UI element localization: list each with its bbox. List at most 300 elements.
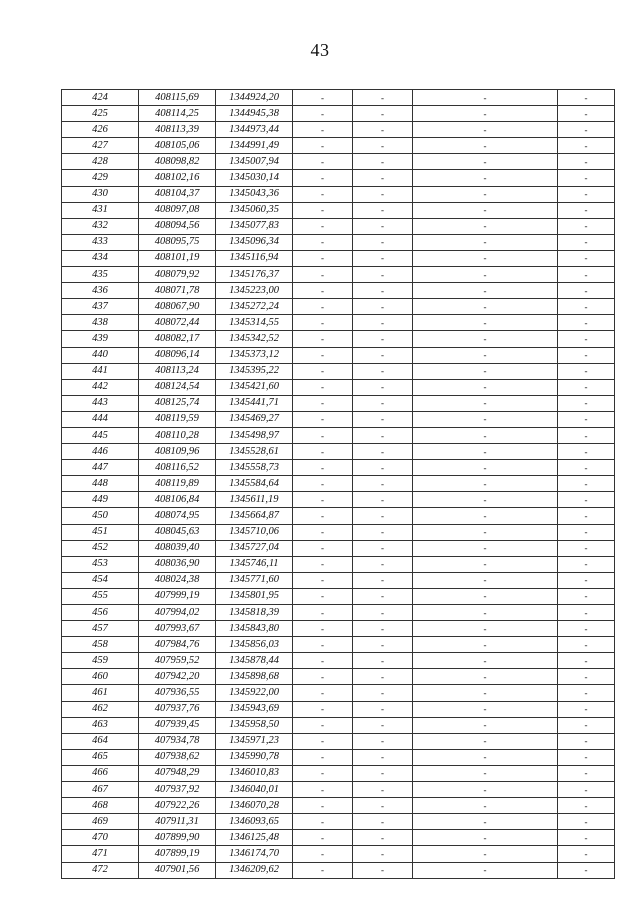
point-number-cell: 448 — [62, 476, 139, 492]
col6-cell: - — [413, 765, 558, 781]
col6-cell: - — [413, 379, 558, 395]
col6-cell: - — [413, 492, 558, 508]
table-row — [62, 170, 615, 186]
point-number-cell: 462 — [62, 701, 139, 717]
col4-cell: - — [293, 830, 353, 846]
point-number-cell: 456 — [62, 605, 139, 621]
x-coordinate-cell: 407899,90 — [139, 830, 216, 846]
x-coordinate-cell: 408105,06 — [139, 138, 216, 154]
col6-cell: - — [413, 476, 558, 492]
col4-cell: - — [293, 572, 353, 588]
table-row — [62, 154, 615, 170]
col4-cell: - — [293, 476, 353, 492]
col7-cell: - — [558, 186, 615, 202]
col6-cell: - — [413, 186, 558, 202]
point-number-cell: 467 — [62, 782, 139, 798]
col5-cell: - — [353, 621, 413, 637]
point-number-cell: 426 — [62, 122, 139, 138]
point-number-cell: 460 — [62, 669, 139, 685]
col4-cell: - — [293, 154, 353, 170]
point-number-cell: 430 — [62, 186, 139, 202]
point-number-cell: 447 — [62, 460, 139, 476]
point-number-cell: 455 — [62, 588, 139, 604]
x-coordinate-cell: 407911,31 — [139, 814, 216, 830]
col7-cell: - — [558, 299, 615, 315]
col7-cell: - — [558, 621, 615, 637]
y-coordinate-cell: 1345469,27 — [216, 411, 293, 427]
x-coordinate-cell: 407942,20 — [139, 669, 216, 685]
table-row — [62, 749, 615, 765]
col7-cell: - — [558, 701, 615, 717]
col5-cell: - — [353, 250, 413, 266]
col7-cell: - — [558, 846, 615, 862]
col5-cell: - — [353, 267, 413, 283]
col4-cell: - — [293, 814, 353, 830]
col5-cell: - — [353, 347, 413, 363]
table-row — [62, 508, 615, 524]
col7-cell: - — [558, 830, 615, 846]
x-coordinate-cell: 408071,78 — [139, 283, 216, 299]
table-row — [62, 524, 615, 540]
col7-cell: - — [558, 411, 615, 427]
x-coordinate-cell: 408119,89 — [139, 476, 216, 492]
col7-cell: - — [558, 605, 615, 621]
x-coordinate-cell: 407937,92 — [139, 782, 216, 798]
col4-cell: - — [293, 782, 353, 798]
y-coordinate-cell: 1344924,20 — [216, 90, 293, 106]
x-coordinate-cell: 407938,62 — [139, 749, 216, 765]
x-coordinate-cell: 408113,39 — [139, 122, 216, 138]
col7-cell: - — [558, 122, 615, 138]
col7-cell: - — [558, 138, 615, 154]
col5-cell: - — [353, 170, 413, 186]
col7-cell: - — [558, 653, 615, 669]
col4-cell: - — [293, 186, 353, 202]
y-coordinate-cell: 1345441,71 — [216, 395, 293, 411]
col6-cell: - — [413, 267, 558, 283]
y-coordinate-cell: 1345856,03 — [216, 637, 293, 653]
col6-cell: - — [413, 122, 558, 138]
col4-cell: - — [293, 669, 353, 685]
col6-cell: - — [413, 556, 558, 572]
table-row — [62, 460, 615, 476]
col4-cell: - — [293, 122, 353, 138]
col4-cell: - — [293, 170, 353, 186]
x-coordinate-cell: 408114,25 — [139, 106, 216, 122]
table-row — [62, 862, 615, 878]
col6-cell: - — [413, 605, 558, 621]
col5-cell: - — [353, 765, 413, 781]
col6-cell: - — [413, 588, 558, 604]
table-row — [62, 331, 615, 347]
col5-cell: - — [353, 218, 413, 234]
table-row — [62, 572, 615, 588]
col6-cell: - — [413, 814, 558, 830]
point-number-cell: 433 — [62, 234, 139, 250]
x-coordinate-cell: 408094,56 — [139, 218, 216, 234]
col4-cell: - — [293, 460, 353, 476]
col6-cell: - — [413, 315, 558, 331]
col6-cell: - — [413, 460, 558, 476]
col6-cell: - — [413, 653, 558, 669]
col6-cell: - — [413, 90, 558, 106]
col5-cell: - — [353, 701, 413, 717]
table-row — [62, 701, 615, 717]
point-number-cell: 446 — [62, 444, 139, 460]
col5-cell: - — [353, 508, 413, 524]
col5-cell: - — [353, 154, 413, 170]
table-row — [62, 830, 615, 846]
col6-cell: - — [413, 347, 558, 363]
coordinates-table-body — [62, 90, 615, 879]
point-number-cell: 453 — [62, 556, 139, 572]
y-coordinate-cell: 1346093,65 — [216, 814, 293, 830]
x-coordinate-cell: 408115,69 — [139, 90, 216, 106]
col4-cell: - — [293, 315, 353, 331]
col5-cell: - — [353, 669, 413, 685]
col4-cell: - — [293, 540, 353, 556]
col5-cell: - — [353, 234, 413, 250]
col5-cell: - — [353, 637, 413, 653]
col7-cell: - — [558, 588, 615, 604]
table-row — [62, 395, 615, 411]
col5-cell: - — [353, 524, 413, 540]
table-row — [62, 267, 615, 283]
point-number-cell: 424 — [62, 90, 139, 106]
y-coordinate-cell: 1346125,48 — [216, 830, 293, 846]
col5-cell: - — [353, 814, 413, 830]
col5-cell: - — [353, 798, 413, 814]
col4-cell: - — [293, 637, 353, 653]
col7-cell: - — [558, 363, 615, 379]
x-coordinate-cell: 408045,63 — [139, 524, 216, 540]
table-row — [62, 556, 615, 572]
col4-cell: - — [293, 218, 353, 234]
col7-cell: - — [558, 154, 615, 170]
table-row — [62, 347, 615, 363]
table-row — [62, 733, 615, 749]
x-coordinate-cell: 408082,17 — [139, 331, 216, 347]
y-coordinate-cell: 1345030,14 — [216, 170, 293, 186]
table-row — [62, 444, 615, 460]
col4-cell: - — [293, 733, 353, 749]
x-coordinate-cell: 408113,24 — [139, 363, 216, 379]
point-number-cell: 434 — [62, 250, 139, 266]
col4-cell: - — [293, 717, 353, 733]
y-coordinate-cell: 1345373,12 — [216, 347, 293, 363]
table-row — [62, 492, 615, 508]
col7-cell: - — [558, 170, 615, 186]
col5-cell: - — [353, 106, 413, 122]
col7-cell: - — [558, 508, 615, 524]
y-coordinate-cell: 1344945,38 — [216, 106, 293, 122]
x-coordinate-cell: 407993,67 — [139, 621, 216, 637]
point-number-cell: 428 — [62, 154, 139, 170]
x-coordinate-cell: 407901,56 — [139, 862, 216, 878]
y-coordinate-cell: 1346070,28 — [216, 798, 293, 814]
x-coordinate-cell: 408039,40 — [139, 540, 216, 556]
col7-cell: - — [558, 315, 615, 331]
point-number-cell: 472 — [62, 862, 139, 878]
col7-cell: - — [558, 749, 615, 765]
col7-cell: - — [558, 379, 615, 395]
table-row — [62, 234, 615, 250]
table-row — [62, 540, 615, 556]
col6-cell: - — [413, 798, 558, 814]
table-row — [62, 782, 615, 798]
col5-cell: - — [353, 572, 413, 588]
x-coordinate-cell: 407899,19 — [139, 846, 216, 862]
col5-cell: - — [353, 395, 413, 411]
y-coordinate-cell: 1345077,83 — [216, 218, 293, 234]
table-row — [62, 605, 615, 621]
col7-cell: - — [558, 733, 615, 749]
y-coordinate-cell: 1345664,87 — [216, 508, 293, 524]
col5-cell: - — [353, 492, 413, 508]
col6-cell: - — [413, 669, 558, 685]
col4-cell: - — [293, 138, 353, 154]
col5-cell: - — [353, 283, 413, 299]
col4-cell: - — [293, 347, 353, 363]
point-number-cell: 463 — [62, 717, 139, 733]
col5-cell: - — [353, 411, 413, 427]
col6-cell: - — [413, 508, 558, 524]
col4-cell: - — [293, 299, 353, 315]
y-coordinate-cell: 1345898,68 — [216, 669, 293, 685]
y-coordinate-cell: 1345922,00 — [216, 685, 293, 701]
col6-cell: - — [413, 830, 558, 846]
point-number-cell: 470 — [62, 830, 139, 846]
y-coordinate-cell: 1345878,44 — [216, 653, 293, 669]
table-row — [62, 315, 615, 331]
col7-cell: - — [558, 283, 615, 299]
col7-cell: - — [558, 218, 615, 234]
table-row — [62, 186, 615, 202]
point-number-cell: 450 — [62, 508, 139, 524]
col4-cell: - — [293, 395, 353, 411]
col4-cell: - — [293, 621, 353, 637]
col4-cell: - — [293, 701, 353, 717]
x-coordinate-cell: 408074,95 — [139, 508, 216, 524]
col5-cell: - — [353, 733, 413, 749]
col6-cell: - — [413, 234, 558, 250]
col5-cell: - — [353, 717, 413, 733]
y-coordinate-cell: 1345223,00 — [216, 283, 293, 299]
y-coordinate-cell: 1345584,64 — [216, 476, 293, 492]
col7-cell: - — [558, 524, 615, 540]
col7-cell: - — [558, 765, 615, 781]
point-number-cell: 443 — [62, 395, 139, 411]
col6-cell: - — [413, 540, 558, 556]
col7-cell: - — [558, 814, 615, 830]
y-coordinate-cell: 1346010,83 — [216, 765, 293, 781]
col5-cell: - — [353, 315, 413, 331]
table-row — [62, 90, 615, 106]
x-coordinate-cell: 408072,44 — [139, 315, 216, 331]
x-coordinate-cell: 407984,76 — [139, 637, 216, 653]
col7-cell: - — [558, 540, 615, 556]
col4-cell: - — [293, 846, 353, 862]
col4-cell: - — [293, 106, 353, 122]
y-coordinate-cell: 1345314,55 — [216, 315, 293, 331]
y-coordinate-cell: 1345727,04 — [216, 540, 293, 556]
col5-cell: - — [353, 782, 413, 798]
col7-cell: - — [558, 427, 615, 443]
col4-cell: - — [293, 605, 353, 621]
point-number-cell: 438 — [62, 315, 139, 331]
col7-cell: - — [558, 717, 615, 733]
col4-cell: - — [293, 653, 353, 669]
col6-cell: - — [413, 154, 558, 170]
col6-cell: - — [413, 106, 558, 122]
col6-cell: - — [413, 862, 558, 878]
col6-cell: - — [413, 717, 558, 733]
point-number-cell: 444 — [62, 411, 139, 427]
x-coordinate-cell: 408101,19 — [139, 250, 216, 266]
x-coordinate-cell: 408097,08 — [139, 202, 216, 218]
point-number-cell: 431 — [62, 202, 139, 218]
col5-cell: - — [353, 138, 413, 154]
col5-cell: - — [353, 653, 413, 669]
table-row — [62, 798, 615, 814]
col7-cell: - — [558, 476, 615, 492]
point-number-cell: 465 — [62, 749, 139, 765]
col7-cell: - — [558, 637, 615, 653]
table-row — [62, 588, 615, 604]
point-number-cell: 440 — [62, 347, 139, 363]
y-coordinate-cell: 1345060,35 — [216, 202, 293, 218]
col6-cell: - — [413, 444, 558, 460]
point-number-cell: 425 — [62, 106, 139, 122]
col5-cell: - — [353, 605, 413, 621]
point-number-cell: 459 — [62, 653, 139, 669]
x-coordinate-cell: 407999,19 — [139, 588, 216, 604]
x-coordinate-cell: 408098,82 — [139, 154, 216, 170]
table-row — [62, 765, 615, 781]
col7-cell: - — [558, 267, 615, 283]
table-row — [62, 363, 615, 379]
table-row — [62, 283, 615, 299]
col6-cell: - — [413, 218, 558, 234]
point-number-cell: 445 — [62, 427, 139, 443]
table-row — [62, 621, 615, 637]
col5-cell: - — [353, 363, 413, 379]
table-row — [62, 669, 615, 685]
y-coordinate-cell: 1345043,36 — [216, 186, 293, 202]
col5-cell: - — [353, 830, 413, 846]
table-row — [62, 411, 615, 427]
col5-cell: - — [353, 476, 413, 492]
col7-cell: - — [558, 395, 615, 411]
y-coordinate-cell: 1345843,80 — [216, 621, 293, 637]
x-coordinate-cell: 408079,92 — [139, 267, 216, 283]
col6-cell: - — [413, 427, 558, 443]
col4-cell: - — [293, 765, 353, 781]
point-number-cell: 441 — [62, 363, 139, 379]
col7-cell: - — [558, 556, 615, 572]
y-coordinate-cell: 1345096,34 — [216, 234, 293, 250]
x-coordinate-cell: 407948,29 — [139, 765, 216, 781]
col5-cell: - — [353, 846, 413, 862]
col7-cell: - — [558, 331, 615, 347]
col6-cell: - — [413, 331, 558, 347]
x-coordinate-cell: 407936,55 — [139, 685, 216, 701]
col4-cell: - — [293, 234, 353, 250]
col7-cell: - — [558, 782, 615, 798]
point-number-cell: 468 — [62, 798, 139, 814]
x-coordinate-cell: 408024,38 — [139, 572, 216, 588]
col5-cell: - — [353, 186, 413, 202]
point-number-cell: 458 — [62, 637, 139, 653]
y-coordinate-cell: 1345558,73 — [216, 460, 293, 476]
col7-cell: - — [558, 572, 615, 588]
y-coordinate-cell: 1345990,78 — [216, 749, 293, 765]
point-number-cell: 464 — [62, 733, 139, 749]
col4-cell: - — [293, 862, 353, 878]
col5-cell: - — [353, 122, 413, 138]
x-coordinate-cell: 408125,74 — [139, 395, 216, 411]
col6-cell: - — [413, 138, 558, 154]
y-coordinate-cell: 1346209,62 — [216, 862, 293, 878]
point-number-cell: 449 — [62, 492, 139, 508]
col6-cell: - — [413, 621, 558, 637]
col6-cell: - — [413, 749, 558, 765]
x-coordinate-cell: 408036,90 — [139, 556, 216, 572]
col6-cell: - — [413, 701, 558, 717]
col4-cell: - — [293, 363, 353, 379]
table-row — [62, 379, 615, 395]
x-coordinate-cell: 408110,28 — [139, 427, 216, 443]
point-number-cell: 454 — [62, 572, 139, 588]
point-number-cell: 469 — [62, 814, 139, 830]
y-coordinate-cell: 1344973,44 — [216, 122, 293, 138]
point-number-cell: 457 — [62, 621, 139, 637]
point-number-cell: 436 — [62, 283, 139, 299]
y-coordinate-cell: 1345395,22 — [216, 363, 293, 379]
table-row — [62, 814, 615, 830]
y-coordinate-cell: 1345971,23 — [216, 733, 293, 749]
col4-cell: - — [293, 427, 353, 443]
col5-cell: - — [353, 379, 413, 395]
col7-cell: - — [558, 250, 615, 266]
col5-cell: - — [353, 540, 413, 556]
col5-cell: - — [353, 427, 413, 443]
col4-cell: - — [293, 411, 353, 427]
col7-cell: - — [558, 862, 615, 878]
point-number-cell: 452 — [62, 540, 139, 556]
y-coordinate-cell: 1345710,06 — [216, 524, 293, 540]
col6-cell: - — [413, 250, 558, 266]
point-number-cell: 466 — [62, 765, 139, 781]
col5-cell: - — [353, 556, 413, 572]
x-coordinate-cell: 408102,16 — [139, 170, 216, 186]
col4-cell: - — [293, 283, 353, 299]
col5-cell: - — [353, 202, 413, 218]
y-coordinate-cell: 1345771,60 — [216, 572, 293, 588]
col7-cell: - — [558, 347, 615, 363]
point-number-cell: 461 — [62, 685, 139, 701]
y-coordinate-cell: 1344991,49 — [216, 138, 293, 154]
col7-cell: - — [558, 685, 615, 701]
x-coordinate-cell: 408067,90 — [139, 299, 216, 315]
col7-cell: - — [558, 202, 615, 218]
col7-cell: - — [558, 492, 615, 508]
y-coordinate-cell: 1345342,52 — [216, 331, 293, 347]
col5-cell: - — [353, 90, 413, 106]
table-row — [62, 476, 615, 492]
y-coordinate-cell: 1346174,70 — [216, 846, 293, 862]
table-row — [62, 637, 615, 653]
